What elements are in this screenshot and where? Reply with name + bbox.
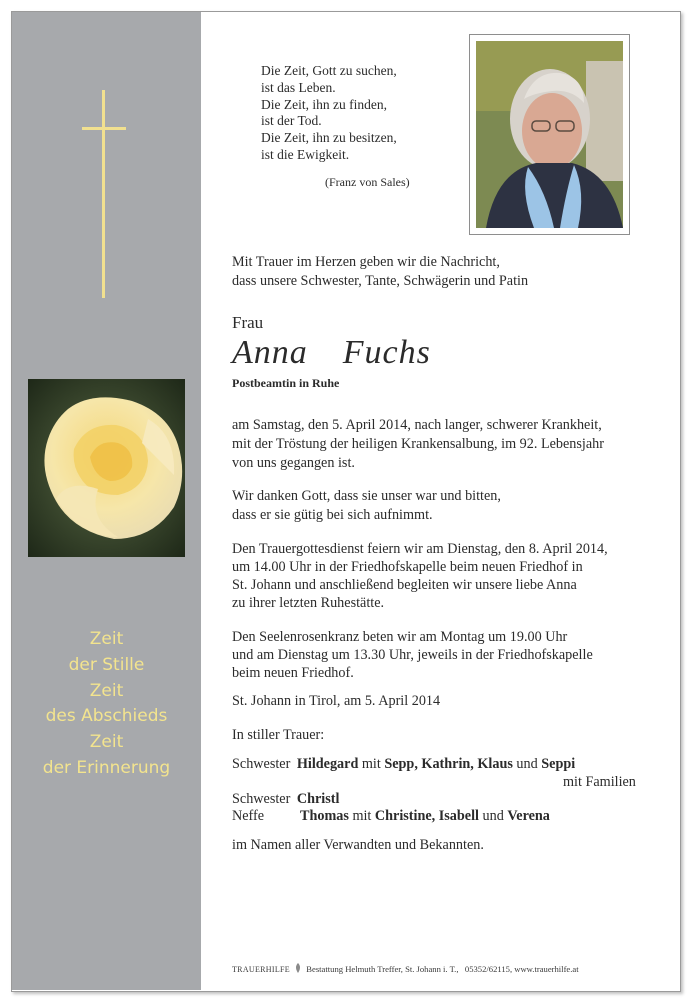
mourner-family-names: Verena	[507, 808, 550, 824]
sidebar-verse-line: der Erinnerung	[42, 757, 171, 778]
sidebar-verse-line: Zeit	[89, 732, 124, 753]
mourners-heading: In stiller Trauer:	[232, 727, 325, 743]
sidebar-verse	[12, 627, 201, 782]
paragraph-line: Wir danken Gott, dass sie unser war und bitten,	[232, 488, 501, 504]
footer-brand: TRAUERHILFE	[232, 965, 290, 974]
quote-line: Die Zeit, ihn zu finden,	[261, 96, 387, 112]
paragraph-line: zu ihrer letzten Ruhestätte.	[232, 595, 385, 611]
deceased-occupation: Postbeamtin in Ruhe	[232, 376, 340, 390]
paragraph-line: und am Dienstag um 13.30 Uhr, jeweils in der Friedhofskapelle	[232, 647, 593, 663]
sidebar-verse-line: Zeit	[89, 680, 124, 701]
quote-line: ist die Ewigkeit.	[261, 146, 350, 162]
portrait-photo	[469, 34, 630, 235]
mourner-relation: Schwester	[232, 791, 291, 807]
mourner-family-names: Seppi	[541, 756, 576, 772]
leaf-icon	[294, 963, 302, 973]
salutation: Frau	[232, 313, 264, 332]
mourner-row	[232, 755, 575, 773]
mourner-connector: mit	[361, 756, 381, 772]
quote	[261, 63, 397, 164]
mourner-family-names: Sepp, Kathrin, Klaus	[384, 756, 513, 772]
paragraph-line: St. Johann und anschließend begleiten wir unsere liebe Anna	[232, 577, 577, 593]
paragraph-line: mit der Tröstung der heiligen Krankensalbung, im 92. Lebensjahr	[232, 436, 604, 452]
mourner-name: Hildegard	[296, 756, 359, 772]
deceased-name: Anna Fuchs	[232, 334, 431, 371]
cross-icon	[102, 90, 105, 298]
mourner-relation: Schwester	[232, 756, 291, 772]
quote-author: (Franz von Sales)	[325, 175, 410, 189]
mourner-row	[232, 807, 550, 825]
footer-text: Bestattung Helmuth Treffer, St. Johann i. T., 05352/62115, www.trauerhilfe.at	[306, 964, 579, 974]
place-date: St. Johann in Tirol, am 5. April 2014	[232, 693, 441, 709]
rose-image	[28, 379, 185, 557]
mourner-name: Christl	[296, 791, 340, 807]
mourner-connector: und	[516, 756, 538, 772]
mourner-suffix: mit Familien	[563, 774, 636, 790]
mourner-row	[232, 790, 339, 808]
sidebar-verse-line: der Stille	[68, 654, 145, 675]
quote-line: ist das Leben.	[261, 79, 336, 95]
paragraph-line: Den Seelenrosenkranz beten wir am Montag um 19.00 Uhr	[232, 629, 568, 645]
cross-icon-bar	[82, 127, 126, 130]
footer	[232, 963, 579, 974]
sidebar-verse-line: des Abschieds	[45, 706, 168, 727]
paragraph-line: Den Trauergottesdienst feiern wir am Dienstag, den 8. April 2014,	[232, 541, 608, 557]
paragraph-line: am Samstag, den 5. April 2014, nach langer, schwerer Krankheit,	[232, 417, 602, 433]
intro-line: dass unsere Schwester, Tante, Schwägerin und Patin	[232, 273, 529, 289]
quote-line: Die Zeit, Gott zu suchen,	[261, 63, 397, 78]
sidebar-verse-line: Zeit	[89, 629, 124, 649]
paragraph-line: um 14.00 Uhr in der Friedhofskapelle beim neuen Friedhof in	[232, 559, 583, 575]
mourner-relation: Neffe	[232, 808, 265, 824]
paragraph-line: beim neuen Friedhof.	[232, 665, 354, 681]
mourner-name: Thomas	[300, 808, 349, 824]
paragraph-line: dass er sie gütig bei sich aufnimmt.	[232, 507, 433, 523]
mourner-family-names: Christine, Isabell	[374, 808, 479, 824]
quote-line: ist der Tod.	[261, 113, 322, 129]
mourner-connector: mit	[352, 808, 372, 824]
closing-line: im Namen aller Verwandten und Bekannten.	[232, 837, 484, 853]
intro-line: Mit Trauer im Herzen geben wir die Nachricht,	[232, 254, 500, 270]
paragraph-line: von uns gegangen ist.	[232, 455, 355, 471]
quote-line: Die Zeit, ihn zu besitzen,	[261, 130, 397, 146]
mourner-connector: und	[482, 808, 504, 824]
